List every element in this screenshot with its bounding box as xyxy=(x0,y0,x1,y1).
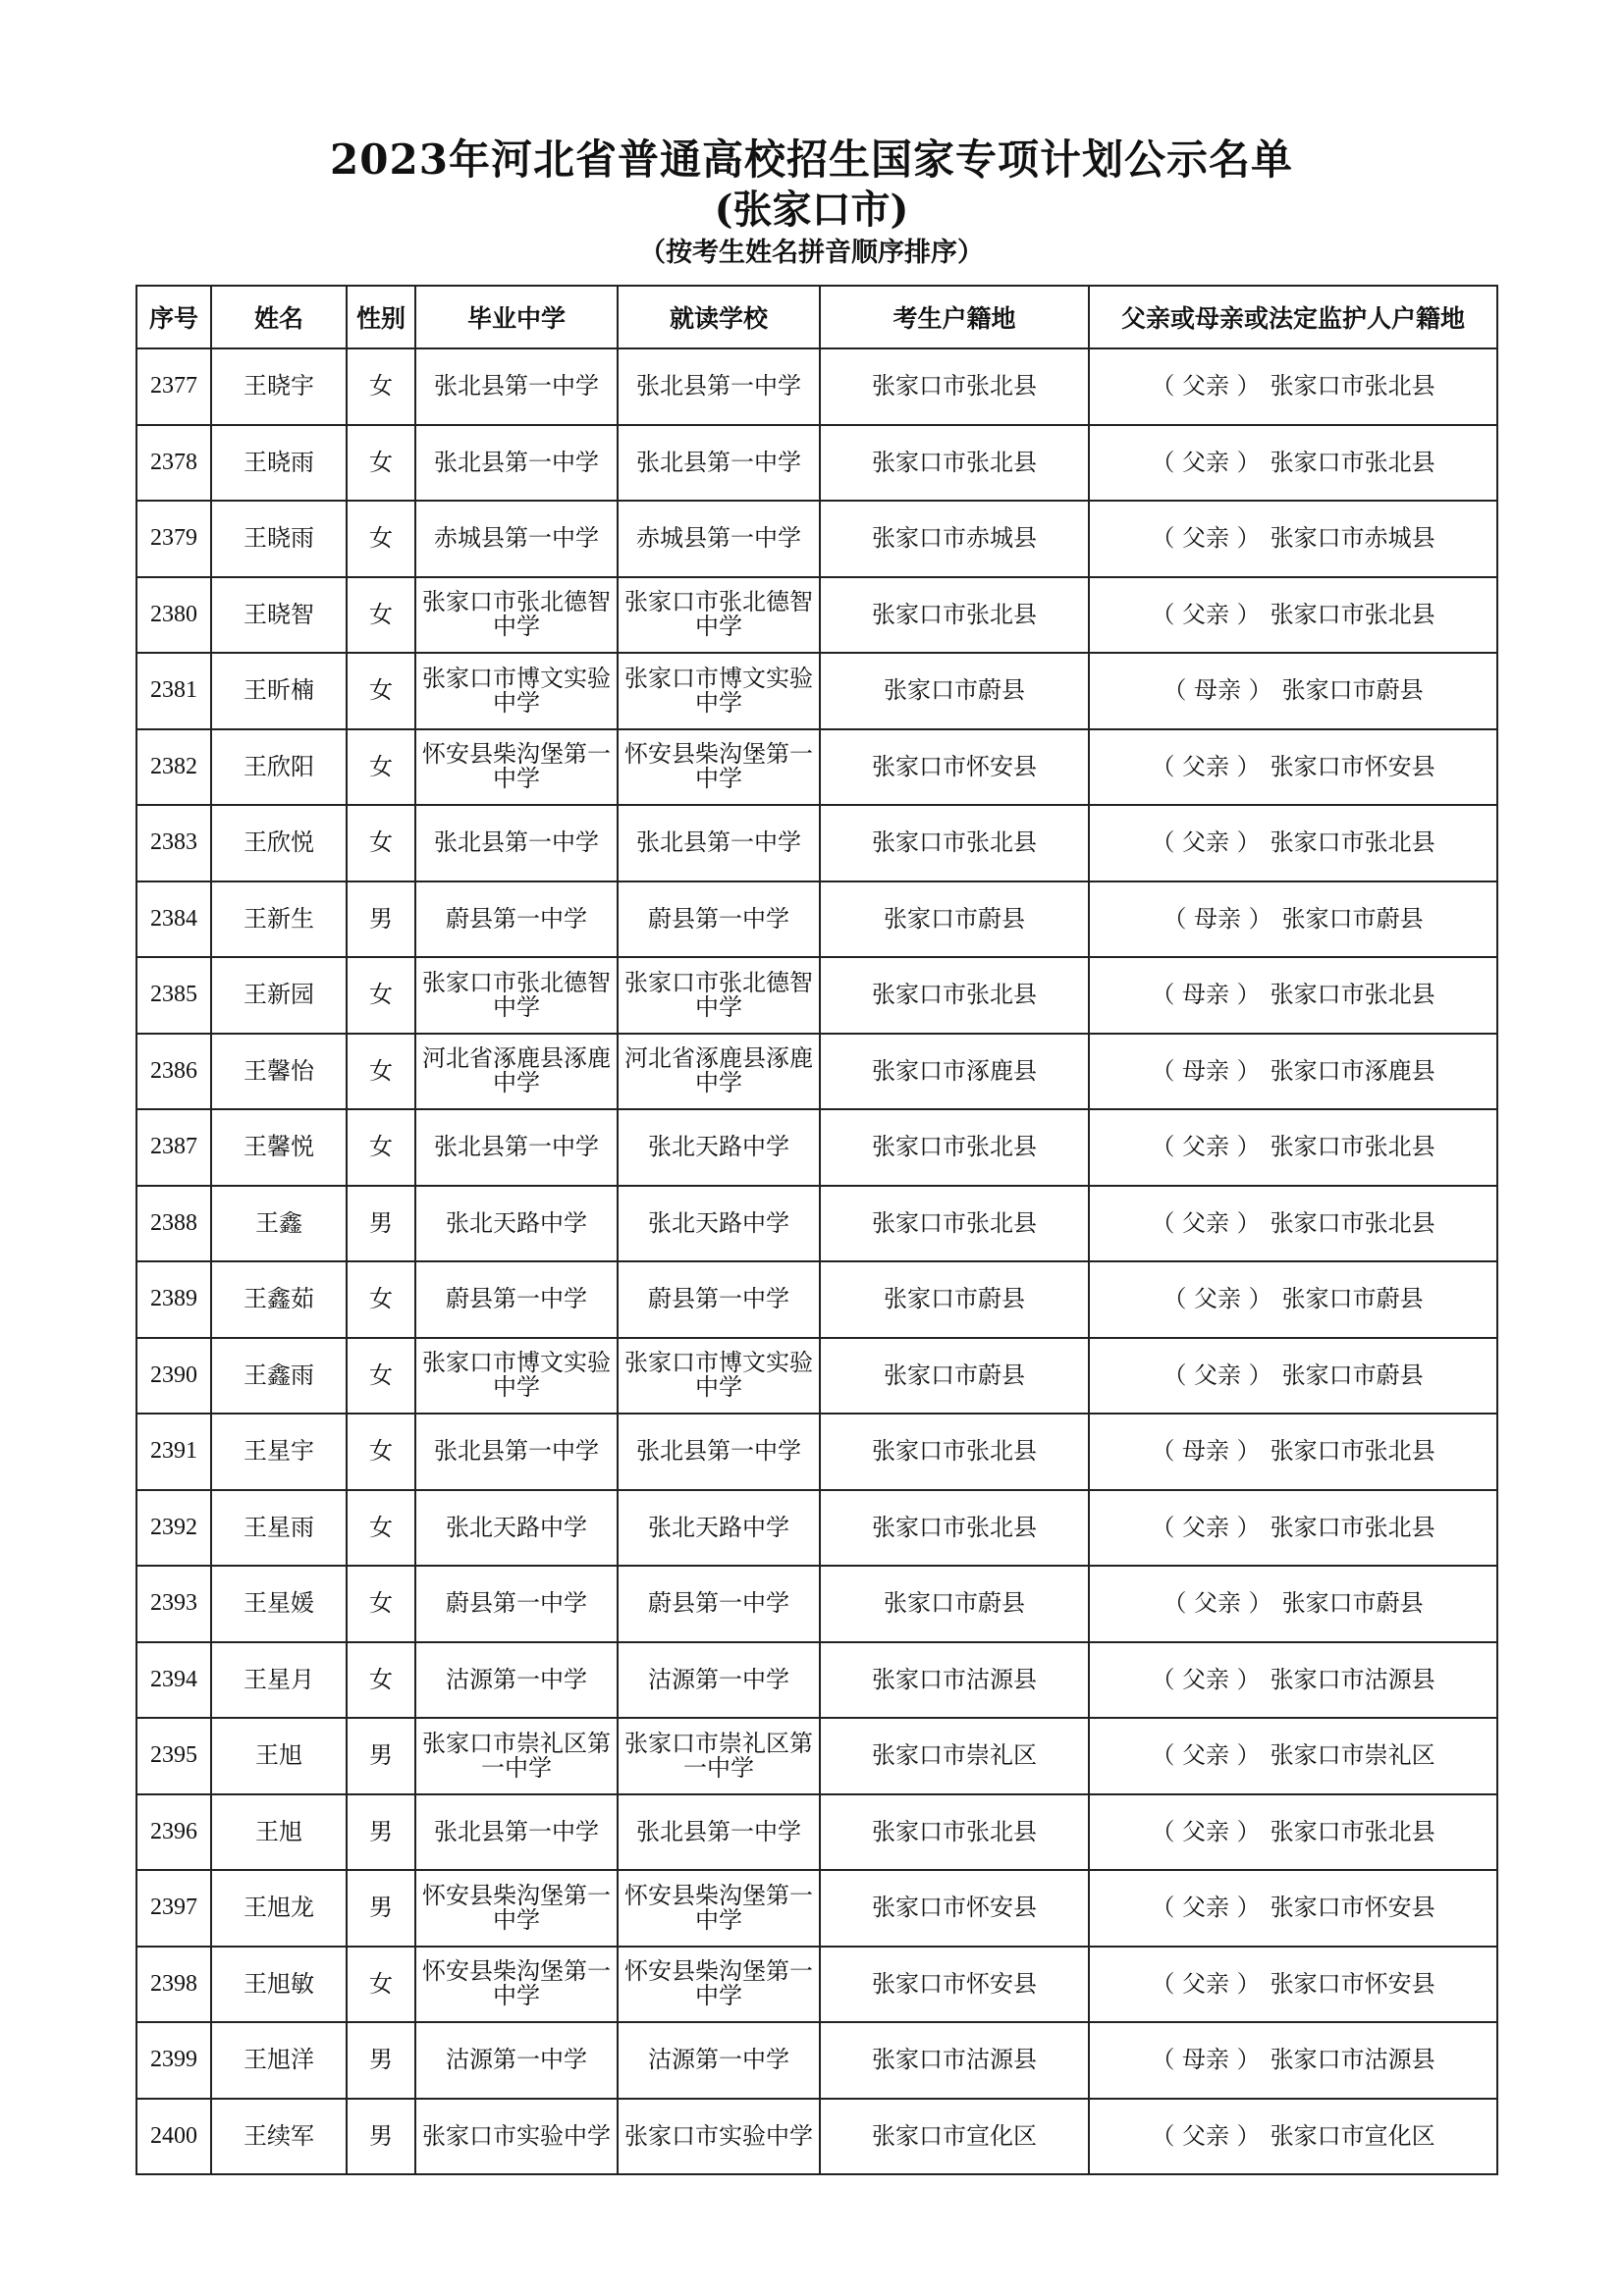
current-school-cell: 怀安县柴沟堡第一中学 xyxy=(618,729,820,806)
guardian-hukou: 张家口市张北县 xyxy=(1270,372,1435,400)
gender-cell: 女 xyxy=(347,1947,415,2023)
column-header-gender: 性别 xyxy=(347,286,415,348)
table-row xyxy=(136,501,1497,577)
guardian-cell xyxy=(1089,1947,1497,2023)
hukou-cell: 张家口市蔚县 xyxy=(820,1261,1089,1338)
name-cell: 王续军 xyxy=(211,2099,347,2175)
guardian-cell xyxy=(1089,1414,1497,1490)
page-title: 2023年河北省普通高校招生国家专项计划公示名单 xyxy=(330,135,1293,184)
page-subtitle: (张家口市) xyxy=(714,187,909,233)
name-cell: 王馨怡 xyxy=(211,1034,347,1110)
guardian-relation: （ 父亲 ） xyxy=(1163,1285,1272,1313)
hukou-cell: 张家口市怀安县 xyxy=(820,729,1089,806)
grad-school-cell: 赤城县第一中学 xyxy=(415,501,618,577)
current-school-cell: 张北县第一中学 xyxy=(618,348,820,425)
table-row xyxy=(136,729,1497,806)
guardian-relation: （ 父亲 ） xyxy=(1151,752,1261,780)
current-school-cell: 张北天路中学 xyxy=(618,1186,820,1262)
guardian-cell xyxy=(1089,1566,1497,1642)
name-cell: 王欣阳 xyxy=(211,729,347,806)
current-school-cell: 蔚县第一中学 xyxy=(618,881,820,958)
seq-cell: 2386 xyxy=(136,1034,211,1110)
hukou-cell: 张家口市张北县 xyxy=(820,1109,1089,1186)
guardian-cell xyxy=(1089,1338,1497,1415)
guardian-relation: （ 父亲 ） xyxy=(1151,1741,1261,1770)
current-school-cell: 张北县第一中学 xyxy=(618,1414,820,1490)
name-cell: 王旭洋 xyxy=(211,2022,347,2099)
seq-cell: 2381 xyxy=(136,653,211,729)
guardian-relation: （ 父亲 ） xyxy=(1151,600,1261,628)
roster-table xyxy=(135,285,1498,2175)
table-header-row xyxy=(136,286,1497,348)
guardian-cell xyxy=(1089,1186,1497,1262)
guardian-cell xyxy=(1089,2022,1497,2099)
guardian-relation: （ 母亲 ） xyxy=(1163,676,1272,705)
current-school-cell: 张家口市张北德智中学 xyxy=(618,957,820,1034)
guardian-hukou: 张家口市张北县 xyxy=(1270,600,1435,628)
table-row xyxy=(136,1794,1497,1871)
seq-cell: 2379 xyxy=(136,501,211,577)
current-school-cell: 张家口市张北德智中学 xyxy=(618,577,820,654)
grad-school-cell: 张北天路中学 xyxy=(415,1186,618,1262)
guardian-cell xyxy=(1089,729,1497,806)
hukou-cell: 张家口市张北县 xyxy=(820,1186,1089,1262)
name-cell: 王星媛 xyxy=(211,1566,347,1642)
guardian-hukou: 张家口市张北县 xyxy=(1270,1133,1435,1161)
table-row xyxy=(136,2099,1497,2175)
guardian-relation: （ 母亲 ） xyxy=(1151,1437,1261,1466)
guardian-relation: （ 父亲 ） xyxy=(1151,1969,1261,1998)
name-cell: 王旭敏 xyxy=(211,1947,347,2023)
current-school-cell: 张家口市博文实验中学 xyxy=(618,653,820,729)
name-cell: 王欣悦 xyxy=(211,805,347,881)
guardian-relation: （ 父亲 ） xyxy=(1151,1894,1261,1922)
table-row xyxy=(136,1414,1497,1490)
table-row xyxy=(136,1566,1497,1642)
guardian-cell xyxy=(1089,1642,1497,1719)
guardian-relation: （ 父亲 ） xyxy=(1151,372,1261,400)
current-school-cell: 怀安县柴沟堡第一中学 xyxy=(618,1947,820,2023)
column-header-guardian-hukou: 父亲或母亲或法定监护人户籍地 xyxy=(1089,286,1497,348)
guardian-relation: （ 母亲 ） xyxy=(1163,904,1272,933)
gender-cell: 女 xyxy=(347,425,415,502)
table-row xyxy=(136,348,1497,425)
hukou-cell: 张家口市张北县 xyxy=(820,577,1089,654)
table-row xyxy=(136,881,1497,958)
guardian-hukou: 张家口市蔚县 xyxy=(1281,676,1424,705)
current-school-cell: 张家口市崇礼区第一中学 xyxy=(618,1718,820,1794)
current-school-cell: 河北省涿鹿县涿鹿中学 xyxy=(618,1034,820,1110)
guardian-cell xyxy=(1089,1109,1497,1186)
grad-school-cell: 张家口市张北德智中学 xyxy=(415,577,618,654)
name-cell: 王鑫 xyxy=(211,1186,347,1262)
grad-school-cell: 张北县第一中学 xyxy=(415,805,618,881)
hukou-cell: 张家口市张北县 xyxy=(820,348,1089,425)
hukou-cell: 张家口市张北县 xyxy=(820,1794,1089,1871)
grad-school-cell: 怀安县柴沟堡第一中学 xyxy=(415,729,618,806)
hukou-cell: 张家口市张北县 xyxy=(820,1414,1089,1490)
grad-school-cell: 蔚县第一中学 xyxy=(415,1566,618,1642)
hukou-cell: 张家口市涿鹿县 xyxy=(820,1034,1089,1110)
gender-cell: 女 xyxy=(347,1261,415,1338)
name-cell: 王旭 xyxy=(211,1794,347,1871)
seq-cell: 2384 xyxy=(136,881,211,958)
seq-cell: 2395 xyxy=(136,1718,211,1794)
name-cell: 王旭龙 xyxy=(211,1870,347,1947)
seq-cell: 2377 xyxy=(136,348,211,425)
current-school-cell: 张家口市博文实验中学 xyxy=(618,1338,820,1415)
guardian-cell xyxy=(1089,1794,1497,1871)
table-row xyxy=(136,2022,1497,2099)
current-school-cell: 张北县第一中学 xyxy=(618,805,820,881)
hukou-cell: 张家口市蔚县 xyxy=(820,653,1089,729)
grad-school-cell: 张北县第一中学 xyxy=(415,348,618,425)
name-cell: 王昕楠 xyxy=(211,653,347,729)
seq-cell: 2394 xyxy=(136,1642,211,1719)
table-row xyxy=(136,1947,1497,2023)
gender-cell: 女 xyxy=(347,1642,415,1719)
table-body xyxy=(136,348,1497,2174)
grad-school-cell: 河北省涿鹿县涿鹿中学 xyxy=(415,1034,618,1110)
guardian-hukou: 张家口市张北县 xyxy=(1270,448,1435,476)
guardian-hukou: 张家口市赤城县 xyxy=(1270,524,1435,553)
guardian-hukou: 张家口市崇礼区 xyxy=(1270,1741,1435,1770)
gender-cell: 男 xyxy=(347,1718,415,1794)
gender-cell: 女 xyxy=(347,653,415,729)
gender-cell: 女 xyxy=(347,348,415,425)
hukou-cell: 张家口市蔚县 xyxy=(820,1566,1089,1642)
name-cell: 王晓智 xyxy=(211,577,347,654)
hukou-cell: 张家口市蔚县 xyxy=(820,881,1089,958)
guardian-hukou: 张家口市怀安县 xyxy=(1270,1969,1435,1998)
seq-cell: 2393 xyxy=(136,1566,211,1642)
current-school-cell: 张北县第一中学 xyxy=(618,425,820,502)
name-cell: 王星宇 xyxy=(211,1414,347,1490)
gender-cell: 女 xyxy=(347,729,415,806)
guardian-hukou: 张家口市张北县 xyxy=(1270,1208,1435,1237)
current-school-cell: 沽源第一中学 xyxy=(618,1642,820,1719)
hukou-cell: 张家口市怀安县 xyxy=(820,1947,1089,2023)
grad-school-cell: 张北县第一中学 xyxy=(415,1109,618,1186)
gender-cell: 女 xyxy=(347,1109,415,1186)
name-cell: 王鑫茹 xyxy=(211,1261,347,1338)
guardian-cell xyxy=(1089,957,1497,1034)
table-row xyxy=(136,425,1497,502)
guardian-relation: （ 母亲 ） xyxy=(1151,981,1261,1009)
guardian-cell xyxy=(1089,577,1497,654)
name-cell: 王星月 xyxy=(211,1642,347,1719)
guardian-relation: （ 父亲 ） xyxy=(1151,828,1261,857)
column-header-current-school: 就读学校 xyxy=(618,286,820,348)
name-cell: 王新园 xyxy=(211,957,347,1034)
grad-school-cell: 沽源第一中学 xyxy=(415,2022,618,2099)
guardian-cell xyxy=(1089,1718,1497,1794)
seq-cell: 2389 xyxy=(136,1261,211,1338)
current-school-cell: 张家口市实验中学 xyxy=(618,2099,820,2175)
gender-cell: 女 xyxy=(347,1490,415,1567)
gender-cell: 女 xyxy=(347,1338,415,1415)
hukou-cell: 张家口市张北县 xyxy=(820,425,1089,502)
seq-cell: 2387 xyxy=(136,1109,211,1186)
guardian-cell xyxy=(1089,348,1497,425)
guardian-hukou: 张家口市蔚县 xyxy=(1281,1285,1424,1313)
guardian-relation: （ 父亲 ） xyxy=(1151,1817,1261,1845)
table-row xyxy=(136,577,1497,654)
guardian-relation: （ 父亲 ） xyxy=(1163,1589,1272,1618)
guardian-hukou: 张家口市蔚县 xyxy=(1281,1361,1424,1389)
grad-school-cell: 怀安县柴沟堡第一中学 xyxy=(415,1870,618,1947)
guardian-cell xyxy=(1089,501,1497,577)
grad-school-cell: 张北县第一中学 xyxy=(415,425,618,502)
table-row xyxy=(136,957,1497,1034)
guardian-cell xyxy=(1089,881,1497,958)
guardian-relation: （ 父亲 ） xyxy=(1151,448,1261,476)
seq-cell: 2397 xyxy=(136,1870,211,1947)
gender-cell: 男 xyxy=(347,881,415,958)
gender-cell: 男 xyxy=(347,1186,415,1262)
seq-cell: 2398 xyxy=(136,1947,211,2023)
column-header-name: 姓名 xyxy=(211,286,347,348)
guardian-relation: （ 父亲 ） xyxy=(1151,524,1261,553)
hukou-cell: 张家口市赤城县 xyxy=(820,501,1089,577)
guardian-cell xyxy=(1089,653,1497,729)
seq-cell: 2383 xyxy=(136,805,211,881)
sort-note: （按考生姓名拼音顺序排序） xyxy=(639,238,984,268)
grad-school-cell: 怀安县柴沟堡第一中学 xyxy=(415,1947,618,2023)
gender-cell: 女 xyxy=(347,501,415,577)
table-row xyxy=(136,1338,1497,1415)
seq-cell: 2388 xyxy=(136,1186,211,1262)
name-cell: 王晓宇 xyxy=(211,348,347,425)
seq-cell: 2380 xyxy=(136,577,211,654)
name-cell: 王晓雨 xyxy=(211,425,347,502)
hukou-cell: 张家口市张北县 xyxy=(820,1490,1089,1567)
gender-cell: 女 xyxy=(347,957,415,1034)
grad-school-cell: 张家口市博文实验中学 xyxy=(415,1338,618,1415)
guardian-hukou: 张家口市宣化区 xyxy=(1270,2121,1435,2150)
current-school-cell: 张北天路中学 xyxy=(618,1490,820,1567)
name-cell: 王旭 xyxy=(211,1718,347,1794)
guardian-cell xyxy=(1089,425,1497,502)
hukou-cell: 张家口市宣化区 xyxy=(820,2099,1089,2175)
guardian-cell xyxy=(1089,805,1497,881)
hukou-cell: 张家口市张北县 xyxy=(820,957,1089,1034)
guardian-relation: （ 父亲 ） xyxy=(1163,1361,1272,1389)
grad-school-cell: 蔚县第一中学 xyxy=(415,1261,618,1338)
current-school-cell: 怀安县柴沟堡第一中学 xyxy=(618,1870,820,1947)
guardian-hukou: 张家口市张北县 xyxy=(1270,1513,1435,1541)
name-cell: 王晓雨 xyxy=(211,501,347,577)
grad-school-cell: 张北县第一中学 xyxy=(415,1414,618,1490)
grad-school-cell: 蔚县第一中学 xyxy=(415,881,618,958)
guardian-relation: （ 父亲 ） xyxy=(1151,1665,1261,1693)
guardian-relation: （ 父亲 ） xyxy=(1151,1133,1261,1161)
grad-school-cell: 张北天路中学 xyxy=(415,1490,618,1567)
guardian-hukou: 张家口市张北县 xyxy=(1270,981,1435,1009)
guardian-relation: （ 父亲 ） xyxy=(1151,1513,1261,1541)
current-school-cell: 蔚县第一中学 xyxy=(618,1261,820,1338)
guardian-hukou: 张家口市沽源县 xyxy=(1270,1665,1435,1693)
table-row xyxy=(136,1034,1497,1110)
hukou-cell: 张家口市沽源县 xyxy=(820,2022,1089,2099)
gender-cell: 女 xyxy=(347,1034,415,1110)
guardian-hukou: 张家口市涿鹿县 xyxy=(1270,1056,1435,1085)
guardian-hukou: 张家口市沽源县 xyxy=(1270,2046,1435,2074)
grad-school-cell: 张北县第一中学 xyxy=(415,1794,618,1871)
guardian-hukou: 张家口市蔚县 xyxy=(1281,904,1424,933)
guardian-hukou: 张家口市怀安县 xyxy=(1270,752,1435,780)
grad-school-cell: 张家口市实验中学 xyxy=(415,2099,618,2175)
hukou-cell: 张家口市蔚县 xyxy=(820,1338,1089,1415)
hukou-cell: 张家口市怀安县 xyxy=(820,1870,1089,1947)
column-header-hukou: 考生户籍地 xyxy=(820,286,1089,348)
name-cell: 王星雨 xyxy=(211,1490,347,1567)
hukou-cell: 张家口市张北县 xyxy=(820,805,1089,881)
guardian-relation: （ 母亲 ） xyxy=(1151,2046,1261,2074)
guardian-hukou: 张家口市蔚县 xyxy=(1281,1589,1424,1618)
current-school-cell: 张北天路中学 xyxy=(618,1109,820,1186)
grad-school-cell: 沽源第一中学 xyxy=(415,1642,618,1719)
table-row xyxy=(136,805,1497,881)
guardian-cell xyxy=(1089,1034,1497,1110)
grad-school-cell: 张家口市崇礼区第一中学 xyxy=(415,1718,618,1794)
gender-cell: 男 xyxy=(347,1870,415,1947)
table-row xyxy=(136,653,1497,729)
seq-cell: 2399 xyxy=(136,2022,211,2099)
seq-cell: 2391 xyxy=(136,1414,211,1490)
name-cell: 王新生 xyxy=(211,881,347,958)
table-row xyxy=(136,1109,1497,1186)
guardian-cell xyxy=(1089,1490,1497,1567)
table-row xyxy=(136,1718,1497,1794)
guardian-relation: （ 父亲 ） xyxy=(1151,2121,1261,2150)
guardian-cell xyxy=(1089,1870,1497,1947)
table-row xyxy=(136,1490,1497,1567)
gender-cell: 女 xyxy=(347,805,415,881)
name-cell: 王鑫雨 xyxy=(211,1338,347,1415)
guardian-hukou: 张家口市张北县 xyxy=(1270,1817,1435,1845)
guardian-relation: （ 母亲 ） xyxy=(1151,1056,1261,1085)
name-cell: 王馨悦 xyxy=(211,1109,347,1186)
grad-school-cell: 张家口市张北德智中学 xyxy=(415,957,618,1034)
hukou-cell: 张家口市崇礼区 xyxy=(820,1718,1089,1794)
guardian-relation: （ 父亲 ） xyxy=(1151,1208,1261,1237)
gender-cell: 女 xyxy=(347,1414,415,1490)
gender-cell: 女 xyxy=(347,1566,415,1642)
current-school-cell: 沽源第一中学 xyxy=(618,2022,820,2099)
seq-cell: 2378 xyxy=(136,425,211,502)
column-header-grad-school: 毕业中学 xyxy=(415,286,618,348)
grad-school-cell: 张家口市博文实验中学 xyxy=(415,653,618,729)
column-header-seq: 序号 xyxy=(136,286,211,348)
hukou-cell: 张家口市沽源县 xyxy=(820,1642,1089,1719)
guardian-hukou: 张家口市张北县 xyxy=(1270,1437,1435,1466)
table-row xyxy=(136,1642,1497,1719)
guardian-cell xyxy=(1089,2099,1497,2175)
seq-cell: 2390 xyxy=(136,1338,211,1415)
guardian-cell xyxy=(1089,1261,1497,1338)
current-school-cell: 蔚县第一中学 xyxy=(618,1566,820,1642)
seq-cell: 2385 xyxy=(136,957,211,1034)
seq-cell: 2382 xyxy=(136,729,211,806)
seq-cell: 2392 xyxy=(136,1490,211,1567)
gender-cell: 男 xyxy=(347,2022,415,2099)
table-row xyxy=(136,1261,1497,1338)
gender-cell: 男 xyxy=(347,1794,415,1871)
current-school-cell: 赤城县第一中学 xyxy=(618,501,820,577)
gender-cell: 男 xyxy=(347,2099,415,2175)
seq-cell: 2400 xyxy=(136,2099,211,2175)
table-row xyxy=(136,1870,1497,1947)
seq-cell: 2396 xyxy=(136,1794,211,1871)
table-row xyxy=(136,1186,1497,1262)
current-school-cell: 张北县第一中学 xyxy=(618,1794,820,1871)
gender-cell: 女 xyxy=(347,577,415,654)
guardian-hukou: 张家口市怀安县 xyxy=(1270,1894,1435,1922)
guardian-hukou: 张家口市张北县 xyxy=(1270,828,1435,857)
